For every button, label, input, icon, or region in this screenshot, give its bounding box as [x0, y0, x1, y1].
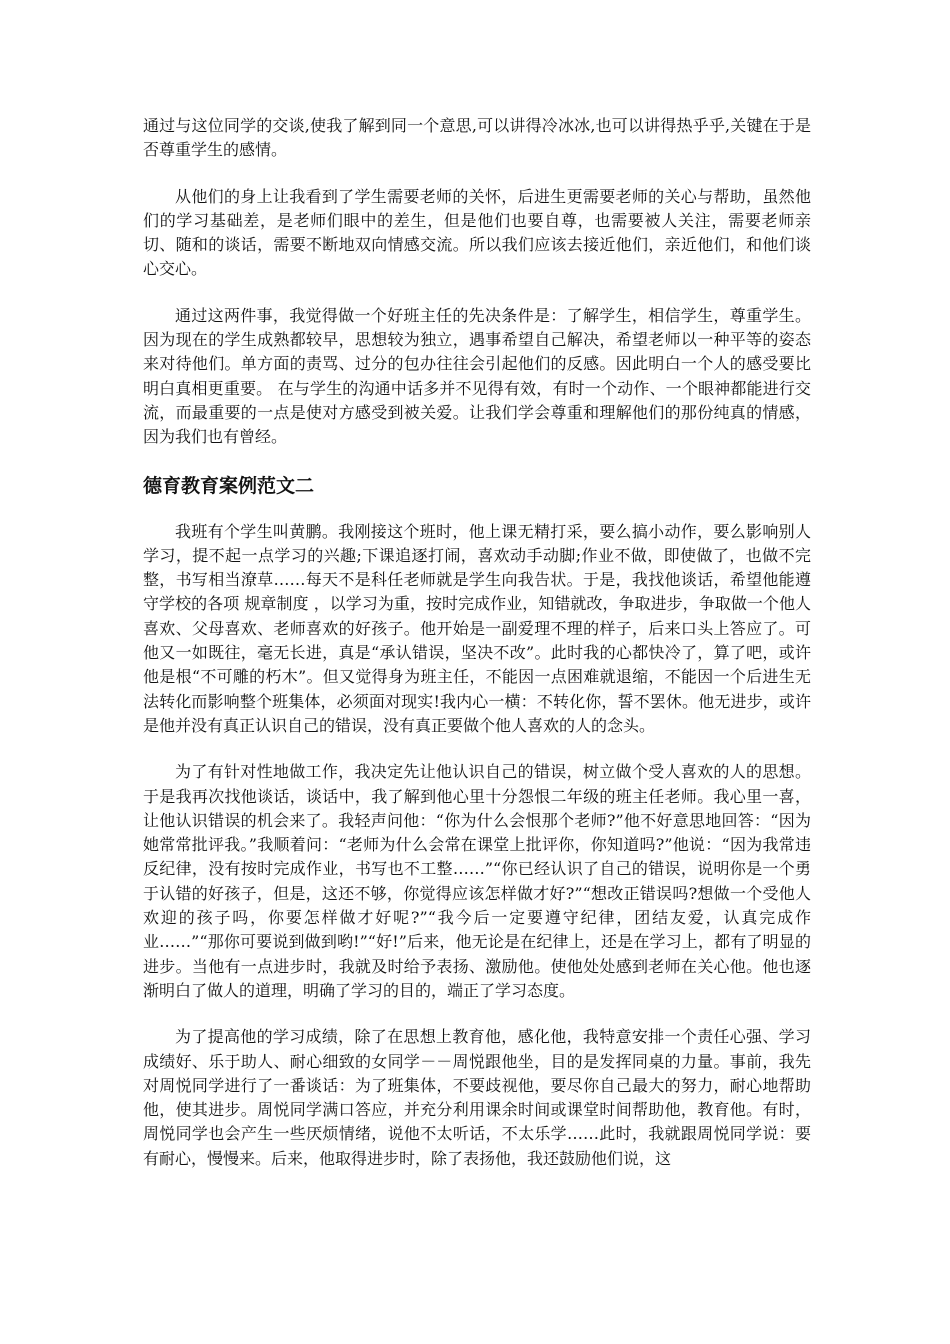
document-body — [143, 114, 811, 1193]
paragraph-case-1: 我班有个学生叫黄鹏。我刚接这个班时，他上课无精打采，要么搞小动作，要么影响别人学习，提不起一点学习的兴趣;下课追逐打闹，喜欢动手动脚;作业不做，即使做了，也做不完整，书写相当潦草……每天不是科任老师就是学生向我告状。于是，我找他谈话，希望他能遵守学校的各项 规章制度 ，以学习为重，按时完成作业，知错就改，争取进步，争取做一个他人喜欢、父母喜欢、老师喜欢的好孩子。他开始是一副爱理不理的样子，后来口头上答应了。可他又一如既往，毫无长进，真是“承认错误，坚决不改”。此时我的心都快冷了，算了吧，或许他是根“不可雕的朽木”。但又觉得身为班主任，不能因一点困难就退缩，不能因一个后进生无法转化而影响整个班集体，必须面对现实!我内心一横：不转化你，誓不罢休。他无进步，或许是他并没有真正认识自己的错误，没有真正要做个他人喜欢的人的念头。 — [143, 521, 811, 735]
paragraph-conclusion-1: 通过与这位同学的交谈,使我了解到同一个意思,可以讲得冷冰冰,也可以讲得热乎乎,关键在于是否尊重学生的感情。 — [143, 116, 811, 160]
paragraph-case-3: 为了提高他的学习成绩，除了在思想上教育他，感化他，我特意安排一个责任心强、学习成绩好、乐于助人、耐心细致的女同学－－周悦跟他坐，目的是发挥同桌的力量。事前，我先对周悦同学进行了一番谈话：为了班集体，不要歧视他，要尽你自己最大的努力，耐心地帮助他，使其进步。周悦同学满口答应，并充分利用课余时间或课堂时间帮助他，教育他。有时，周悦同学也会产生一些厌烦情绪，说他不太听话，不太乐学……此时，我就跟周悦同学说：要有耐心，慢慢来。后来，他取得进步时，除了表扬他，我还鼓励他们说，这 — [143, 1027, 811, 1168]
paragraph-case-2: 为了有针对性地做工作，我决定先让他认识自己的错误，树立做个受人喜欢的人的思想。于是我再次找他谈话，谈话中，我了解到他心里十分怨恨二年级的班主任老师。我心里一喜，让他认识错误的机会来了。我轻声问他：“你为什么会恨那个老师?”他不好意思地回答：“因为她常常批评我。”我顺着问：“老师为什么会常在课堂上批评你，你知道吗?”他说：“因为我常违反纪律，没有按时完成作业，书写也不工整……”“你已经认识了自己的错误，说明你是一个勇于认错的好孩子，但是，这还不够，你觉得应该怎样做才好?”“想改正错误吗?想做一个受他人欢迎的孩子吗，你要怎样做才好呢?”“我今后一定要遵守纪律，团结友爱，认真完成作业……”“那你可要说到做到哟!”“好!”后来，他无论是在纪律上，还是在学习上，都有了明显的进步。当他有一点进步时，我就及时给予表扬、激励他。使他处处感到老师在关心他。他也逐渐明白了做人的道理，明确了学习的目的，端正了学习态度。 — [143, 762, 811, 1000]
section-heading: 德育教育案例范文二 — [143, 474, 315, 497]
paragraph-conclusion-3: 通过这两件事，我觉得做一个好班主任的先决条件是：了解学生，相信学生，尊重学生。因为现在的学生成熟都较早，思想较为独立，遇事希望自己解决，希望老师以一种平等的姿态来对待他们。单方面的责骂、过分的包办往往会引起他们的反感。因此明白一个人的感受要比明白真相更重要。 在与学生的沟通中话多并不见得有效，有时一个动作、一个眼神都能进行交流，而最重要的一点是使对方感受到被关爱。让我们学会尊重和理解他们的那份纯真的情感，因为我们也有曾经。 — [143, 305, 811, 447]
paragraph-conclusion-2: 从他们的身上让我看到了学生需要老师的关怀，后进生更需要老师的关心与帮助，虽然他们的学习基础差，是老师们眼中的差生，但是他们也要自尊，也需要被人关注，需要老师亲切、随和的谈话，需要不断地双向情感交流。所以我们应该去接近他们，亲近他们，和他们谈心交心。 — [143, 186, 811, 279]
